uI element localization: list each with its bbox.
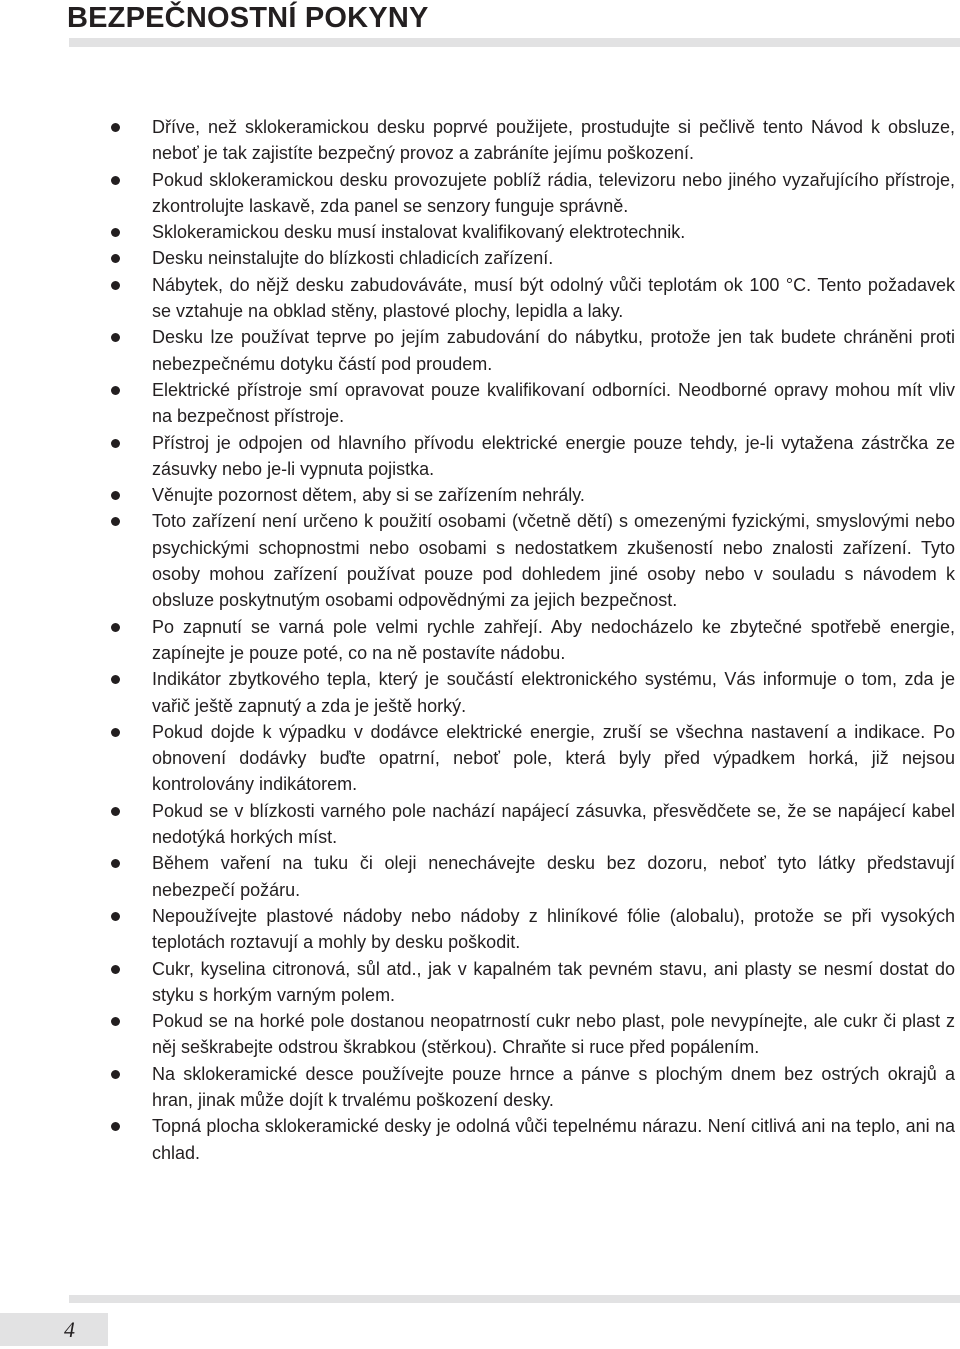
list-item-text: Nepoužívejte plastové nádoby nebo nádoby z hliníkové fólie (alobalu), protože se při vysokých teplotách roztavují a mohly by desku poškodit. [152,905,955,953]
list-item-text: Na sklokeramické desce používejte pouze hrnce a pánve s plochým dnem bez ostrých okrajů a hran, jinak může dojít k trvalému poškození desky. [152,1063,955,1110]
list-item-text: Věnujte pozornost dětem, aby si se zařízením nehrály. [152,485,585,506]
list-item [0,430,960,483]
bullet-icon [111,333,120,342]
list-item [0,1008,960,1061]
title-underline-bar [69,38,960,47]
list-item [0,324,960,377]
bullet-icon [111,386,120,395]
list-item [0,614,960,667]
list-item-text: Pokud sklokeramickou desku provozujete poblíž rádia, televizoru nebo jiného vyzařujícího přístroje, zkontrolujte laskavě, zda panel se senzory funguje správně. [152,169,955,216]
list-item-text: Desku neinstalujte do blízkosti chladicích zařízení. [152,248,554,269]
bullet-icon [111,281,120,290]
bullet-icon [111,176,120,185]
bullet-icon [111,965,120,974]
list-item [0,114,960,167]
list-item-text: Dříve, než sklokeramickou desku poprvé použijete, prostudujte si pečlivě tento Návod k obsluze, neboť je tak zajistíte bezpečný provoz a zabráníte jejímu poškození. [152,117,955,164]
list-item [0,1113,960,1166]
bullet-icon [111,1122,120,1131]
bullet-icon [111,517,120,526]
list-item-text: Desku lze používat teprve po jejím zabudování do nábytku, protože jen tak budete chráněni proti nebezpečnému dotyku částí pod proudem. [152,327,955,374]
list-item [0,219,960,245]
list-item [0,956,960,1009]
list-item [0,666,960,719]
list-item-text: Během vaření na tuku či oleji nenechávejte desku bez dozoru, neboť tyto látky představují nebezpečí požáru. [152,853,955,900]
list-item [0,167,960,220]
bullet-icon [111,728,120,737]
bullet-icon [111,123,120,132]
footer-bar [69,1295,960,1303]
list-item-text: Přístroj je odpojen od hlavního přívodu elektrické energie pouze tehdy, je-li vytažena zástrčka ze zásuvky nebo je-li vypnuta pojistka. [152,432,955,479]
list-item-text: Pokud dojde k výpadku v dodávce elektrické energie, zruší se všechna nastavení a indikace. Po obnovení dodávky buďte opatrní, neboť pole, která byly před výpadkem horká, již nejsou kontrolovány indikátorem. [152,721,955,795]
list-item-text: Topná plocha sklokeramické desky je odolná vůči tepelnému nárazu. Není citlivá ani na teplo, ani na chlad. [152,1116,955,1163]
safety-instructions-list [0,114,960,1166]
list-item-text: Po zapnutí se varná pole velmi rychle zahřejí. Aby nedocházelo ke zbytečné spotřebě energie, zapínejte je pouze poté, co na ně postavíte nádobu. [152,616,955,663]
bullet-icon [111,1017,120,1026]
bullet-icon [111,254,120,263]
list-item [0,850,960,903]
bullet-icon [111,623,120,632]
list-item-text: Pokud se na horké pole dostanou neopatrností cukr nebo plast, pole nevypínejte, ale cukr či plast z něj seškrabejte odstrou škrabkou (stěrkou). Chraňte si ruce před popálením. [152,1011,955,1058]
list-item-text: Nábytek, do nějž desku zabudováváte, musí být odolný vůči teplotám ok 100 °C. Tento požadavek se vztahuje na obklad stěny, plastové plochy, lepidla a laky. [152,274,955,322]
list-item-text: Pokud se v blízkosti varného pole nachází napájecí zásuvka, přesvědčete se, že se napájecí kabel nedotýká horkých míst. [152,800,955,848]
bullet-icon [111,439,120,448]
list-item [0,1061,960,1114]
list-item [0,798,960,851]
list-item-text: Indikátor zbytkového tepla, který je součástí elektronického systému, Vás informuje o tom, zda je vařič ještě zapnutý a zda je ještě horký. [152,669,955,716]
list-item [0,482,960,508]
bullet-icon [111,1070,120,1079]
list-item [0,245,960,271]
list-item-text: Sklokeramickou desku musí instalovat kvalifikovaný elektrotechnik. [152,222,686,243]
list-item [0,719,960,798]
page-number-box [0,1313,108,1346]
list-item [0,903,960,956]
list-item-text: Toto zařízení není určeno k použití osobami (včetně dětí) s omezenými fyzickými, smyslovými nebo psychickými schopnostmi nebo osobami s nedostatkem zkušeností nebo znalosti zařízení. Tyto osoby mohou zařízení používat pouze pod dohledem jiné osoby nebo v souladu s návodem k obsluze poskytnutým osobami odpovědnými za jejich bezpečnost. [152,511,955,611]
bullet-icon [111,807,120,816]
page-number: 4 [64,1317,75,1342]
page-title: BEZPEČNOSTNÍ POKYNY [67,2,429,34]
list-item-text: Elektrické přístroje smí opravovat pouze kvalifikovaní odborníci. Neodborné opravy mohou mít vliv na bezpečnost přístroje. [152,379,955,427]
list-item [0,377,960,430]
bullet-icon [111,228,120,237]
bullet-icon [111,912,120,921]
bullet-icon [111,491,120,500]
bullet-icon [111,859,120,868]
list-item-text: Cukr, kyselina citronová, sůl atd., jak v kapalném tak pevném stavu, ani plasty se nesmí dostat do styku s horkým varným polem. [152,958,955,1005]
list-item [0,508,960,613]
bullet-icon [111,675,120,684]
list-item [0,272,960,325]
